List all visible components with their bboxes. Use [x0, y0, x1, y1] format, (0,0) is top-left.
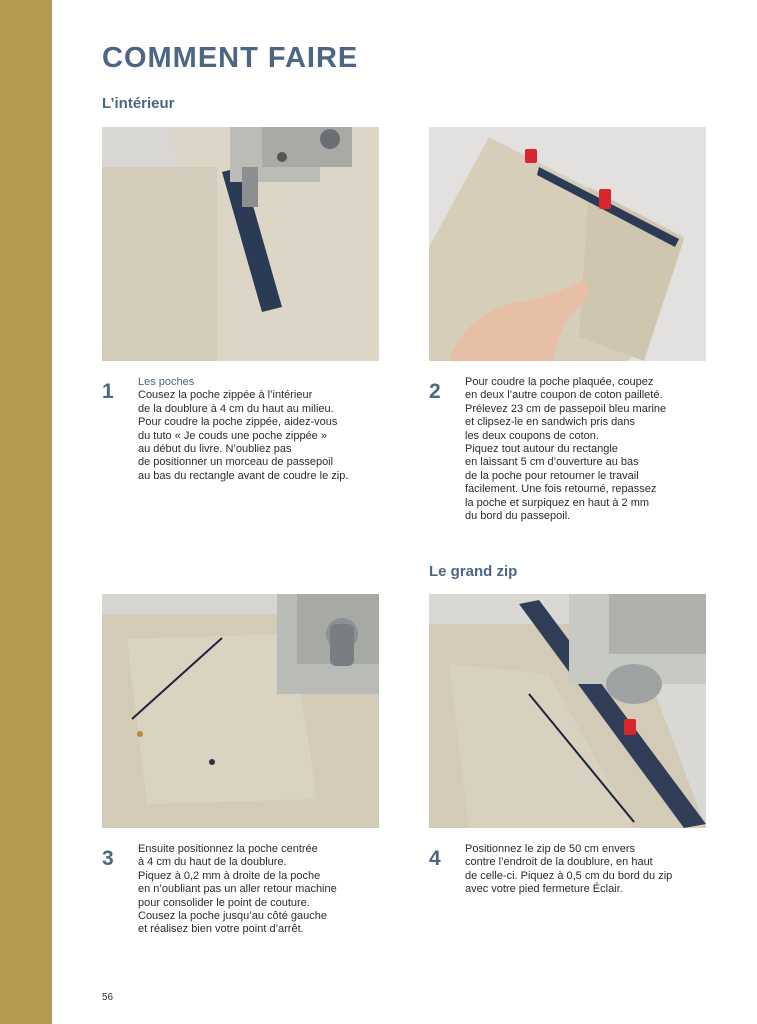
photo-step-2-fabric-with-clips	[429, 127, 706, 361]
step-number: 3	[102, 847, 114, 870]
step-line: la poche et surpiquez en haut à 2 mm	[465, 496, 650, 509]
step-line: pour consolider le point de couture.	[138, 896, 310, 909]
step-line: de la doublure à 4 cm du haut au milieu.	[138, 402, 334, 415]
step-line: du bord du passepoil.	[465, 510, 571, 523]
step-line: Positionnez le zip de 50 cm envers	[465, 843, 635, 855]
step-line: Cousez la poche jusqu’au côté gauche	[138, 910, 327, 923]
section-title-interior: L’intérieur	[102, 95, 175, 112]
step-text	[138, 376, 388, 483]
step-line: les deux coupons de coton.	[465, 429, 599, 442]
step-number: 2	[429, 380, 441, 403]
step-line: Ensuite positionnez la poche centrée	[138, 843, 318, 855]
step-text	[465, 376, 715, 523]
step-line: de celle-ci. Piquez à 0,5 cm du bord du zip	[465, 869, 673, 882]
step-line: et clipsez-le en sandwich pris dans	[465, 416, 635, 429]
page-title: COMMENT FAIRE	[102, 42, 359, 74]
photo-step-1-sewing-zip-pocket	[102, 127, 379, 361]
photo-step-4-sewing-big-zip	[429, 594, 706, 828]
step-line: du tuto « Je couds une poche zippée »	[138, 429, 327, 442]
step-line: au bas du rectangle avant de coudre le zip.	[138, 469, 349, 482]
section-title-big-zip: Le grand zip	[429, 563, 518, 580]
step-line: à 4 cm du haut de la doublure.	[138, 856, 287, 869]
step-heading: Les poches	[138, 376, 195, 388]
gold-side-band	[0, 0, 52, 1024]
step-line: contre l’endroit de la doublure, en haut	[465, 856, 653, 869]
step-line: au début du livre. N’oubliez pas	[138, 443, 292, 456]
page-number: 56	[102, 992, 114, 1003]
step-line: Cousez la poche zippée à l’intérieur	[138, 389, 313, 402]
step-line: en n’oubliant pas un aller retour machine	[138, 883, 337, 896]
step-line: Piquez tout autour du rectangle	[465, 443, 618, 456]
step-line: en laissant 5 cm d’ouverture au bas	[465, 456, 639, 469]
step-line: avec votre pied fermeture Éclair.	[465, 883, 623, 896]
step-line: Pour coudre la poche zippée, aidez-vous	[138, 416, 338, 429]
step-line: Piquez à 0,2 mm à droite de la poche	[138, 869, 321, 882]
step-text	[465, 843, 715, 897]
step-line: Prélevez 23 cm de passepoil bleu marine	[465, 402, 667, 415]
step-line: de la poche pour retourner le travail	[465, 469, 639, 482]
step-line: Pour coudre la poche plaquée, coupez	[465, 376, 654, 388]
step-number: 4	[429, 847, 441, 870]
step-line: facilement. Une fois retourné, repassez	[465, 483, 657, 496]
step-text	[138, 843, 388, 937]
step-line: en deux l’autre coupon de coton pailleté.	[465, 389, 663, 402]
step-number: 1	[102, 380, 114, 403]
step-line: et réalisez bien votre point d’arrêt.	[138, 923, 304, 936]
photo-step-3-sewing-pocket	[102, 594, 379, 828]
step-line: de positionner un morceau de passepoil	[138, 456, 334, 469]
